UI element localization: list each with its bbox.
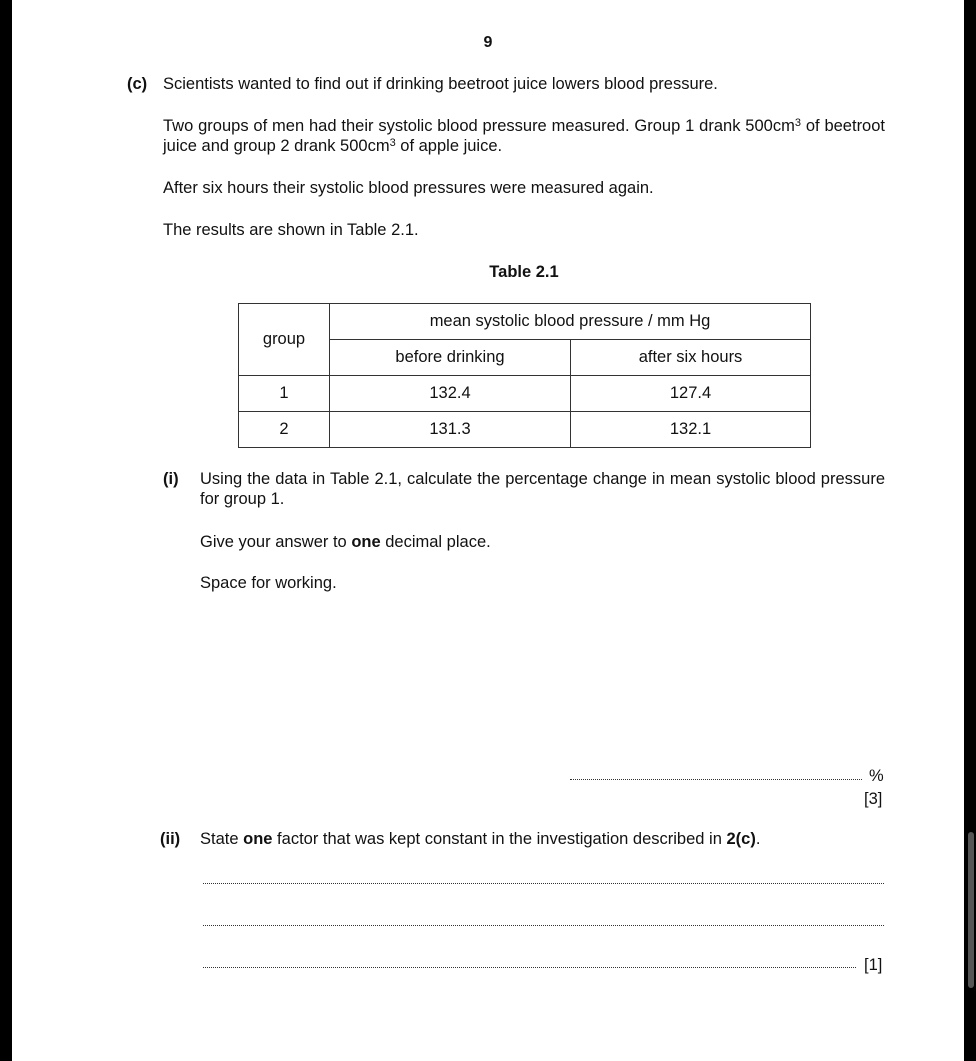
para1-text-b: of beetroot juice and group 2 drank 500 bbox=[163, 117, 885, 155]
q2-reference: 2(c) bbox=[726, 830, 756, 848]
para1-text-a: Two groups of men had their systolic blood pressure measured. Group 1 drank 500 bbox=[163, 117, 773, 135]
cell-before: 131.3 bbox=[330, 412, 571, 448]
q2-text-end: . bbox=[755, 830, 761, 848]
para1-exponent: 3 bbox=[794, 117, 801, 129]
instruction-text-end: decimal place. bbox=[380, 533, 491, 551]
percent-unit: % bbox=[869, 767, 884, 785]
q2-emphasis: one bbox=[243, 830, 273, 848]
header-mean-pressure: mean systolic blood pressure / mm Hg bbox=[330, 304, 811, 340]
cell-group: 1 bbox=[239, 376, 330, 412]
working-space-label: Space for working. bbox=[200, 574, 337, 592]
header-after: after six hours bbox=[571, 340, 811, 376]
header-group: group bbox=[239, 304, 330, 376]
page-number: 9 bbox=[483, 34, 493, 51]
q2-text-mid: factor that was kept constant in the investigation described in bbox=[272, 830, 727, 848]
part-c-label: (c) bbox=[127, 75, 148, 93]
answer-line-i[interactable] bbox=[570, 779, 862, 780]
part-c-intro: Scientists wanted to find out if drinking beetroot juice lowers blood pressure. bbox=[163, 75, 718, 93]
part-c-paragraph-1 bbox=[163, 116, 885, 156]
table-caption: Table 2.1 bbox=[489, 263, 559, 281]
para1-unit: cm bbox=[772, 117, 795, 135]
para1-text-c: of apple juice. bbox=[395, 137, 503, 155]
answer-line-ii-3[interactable] bbox=[203, 967, 856, 968]
header-before: before drinking bbox=[330, 340, 571, 376]
instruction-emphasis: one bbox=[351, 533, 381, 551]
instruction-text: Give your answer to bbox=[200, 533, 352, 551]
table-row bbox=[239, 412, 811, 448]
question-i-instruction bbox=[200, 532, 491, 552]
cell-before: 132.4 bbox=[330, 376, 571, 412]
results-table bbox=[238, 303, 811, 448]
marks-i: [3] bbox=[864, 790, 883, 808]
para1-exponent-2: 3 bbox=[389, 137, 396, 149]
cell-after: 127.4 bbox=[571, 376, 811, 412]
exam-page bbox=[12, 0, 964, 1061]
answer-line-ii-1[interactable] bbox=[203, 883, 884, 884]
answer-line-ii-2[interactable] bbox=[203, 925, 884, 926]
part-c-paragraph-2: After six hours their systolic blood pressures were measured again. bbox=[163, 179, 654, 197]
question-i-label: (i) bbox=[163, 470, 179, 488]
q2-text: State bbox=[200, 830, 244, 848]
question-i-text: Using the data in Table 2.1, calculate the percentage change in mean systolic blood pressure for group 1. bbox=[200, 470, 885, 508]
para1-unit-2: cm bbox=[367, 137, 390, 155]
part-c-paragraph-3: The results are shown in Table 2.1. bbox=[163, 221, 419, 239]
question-ii-text bbox=[200, 829, 760, 849]
marks-ii: [1] bbox=[864, 956, 883, 974]
table-row bbox=[239, 376, 811, 412]
cell-after: 132.1 bbox=[571, 412, 811, 448]
scrollbar[interactable] bbox=[968, 832, 974, 988]
question-ii-label: (ii) bbox=[160, 830, 181, 848]
cell-group: 2 bbox=[239, 412, 330, 448]
